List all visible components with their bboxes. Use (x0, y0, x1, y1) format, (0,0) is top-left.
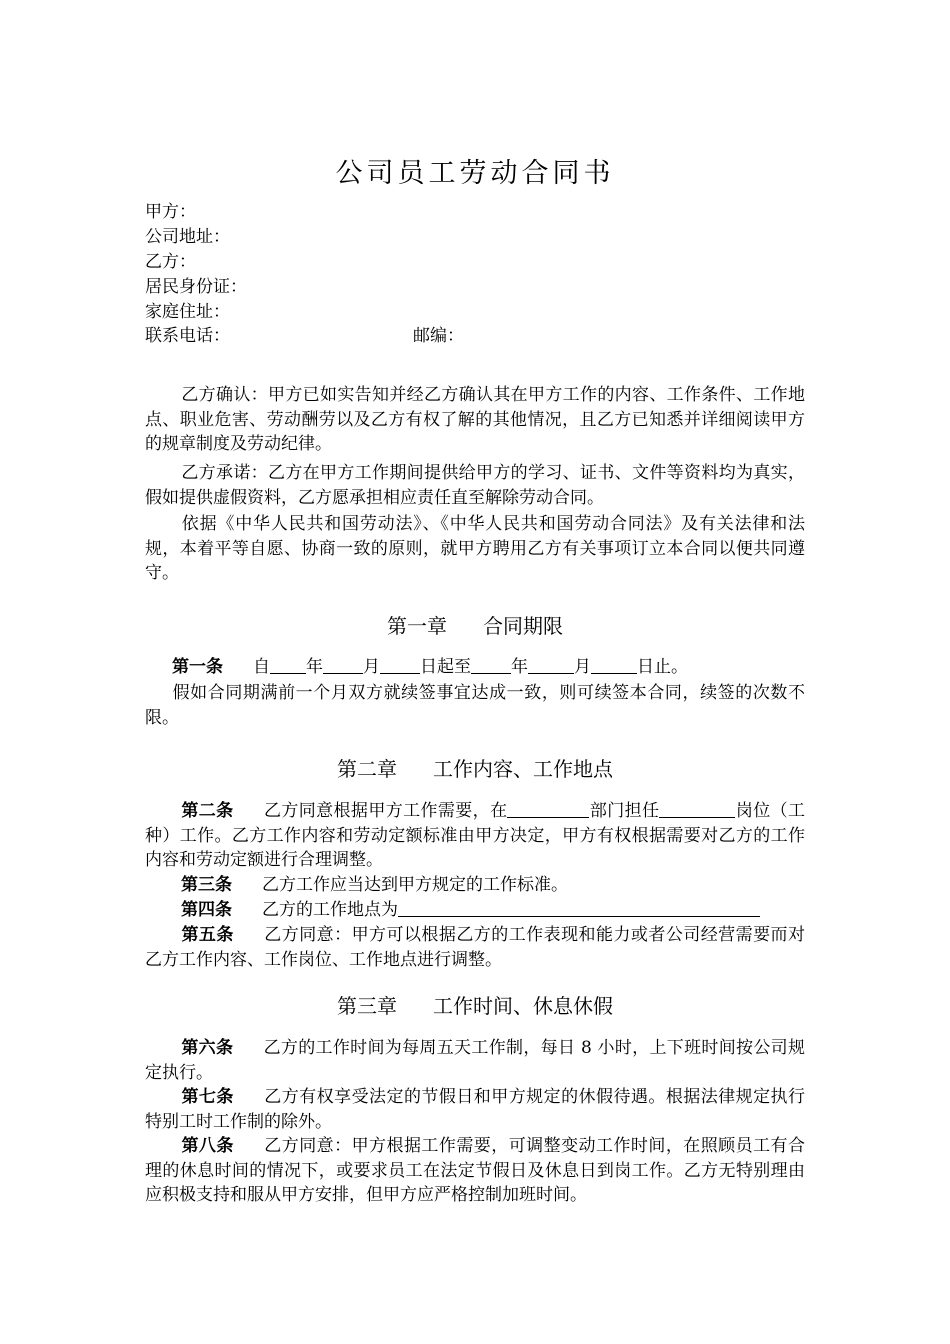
chapter-3-heading: 第三章 工作时间、休息休假 (337, 994, 613, 1018)
article-7: 第七条 乙方有权享受法定的节假日和甲方规定的休假待遇。根据法律规定执行特别工时工作制的除外。 (145, 1087, 806, 1132)
article-7-label: 第七条 (181, 1087, 234, 1107)
phone-field: 联系电话： (145, 326, 230, 346)
article-8-label: 第八条 (181, 1136, 234, 1156)
position-blank (659, 800, 735, 818)
home-address-field: 家庭住址： (145, 302, 230, 322)
party-a-field: 甲方： (145, 202, 196, 222)
article-2-label: 第二条 (181, 801, 234, 821)
article-2: 第二条 乙方同意根据甲方工作需要，在 部门担任 岗位（工种）工作。乙方工作内容和劳动定额标准由甲方决定，甲方有权根据需要对乙方的工作内容和劳动定额进行合理调整。 (145, 801, 806, 870)
article-4: 第四条 乙方的工作地点为 (181, 898, 760, 922)
article-6-label: 第六条 (181, 1038, 234, 1058)
article-1: 第一条 自 年 月 日起至 年 月 日止。 (172, 657, 688, 677)
intro-promise: 乙方承诺：乙方在甲方工作期间提供给甲方的学习、证书、文件等资料均为真实，假如提供虚假资料，乙方愿承担相应责任直至解除劳动合同。 (145, 463, 805, 508)
start-day-blank (380, 656, 420, 674)
end-year-blank (471, 656, 511, 674)
article-3: 第三条 乙方工作应当达到甲方规定的工作标准。 (181, 875, 568, 895)
article-6: 第六条 乙方的工作时间为每周五天工作制，每日 8 小时，上下班时间按公司规定执行。 (145, 1038, 805, 1083)
id-card-field: 居民身份证： (145, 277, 247, 297)
chapter-1-heading: 第一章 合同期限 (387, 614, 563, 638)
document-title: 公司员工劳动合同书 (335, 158, 615, 189)
start-year-blank (270, 656, 306, 674)
intro-basis: 依据《中华人民共和国劳动法》、《中华人民共和国劳动合同法》及有关法律和法规，本着平等自愿、协商一致的原则，就甲方聘用乙方有关事项订立本合同以便共同遵守。 (145, 514, 805, 583)
end-month-blank (528, 656, 574, 674)
article-8: 第八条 乙方同意：甲方根据工作需要，可调整变动工作时间，在照顾员工有合理的休息时间的情况下，或要求员工在法定节假日及休息日到岗工作。乙方无特别理由应积极支持和服从甲方安排，但甲方应严格控制加班时间。 (145, 1136, 806, 1205)
article-1-label: 第一条 (172, 657, 223, 677)
company-address-field: 公司地址： (145, 227, 230, 247)
article-5-label: 第五条 (181, 925, 234, 945)
article-5: 第五条 乙方同意：甲方可以根据乙方的工作表现和能力或者公司经营需要而对乙方工作内容、工作岗位、工作地点进行调整。 (145, 925, 806, 970)
end-day-blank (591, 656, 637, 674)
article-4-label: 第四条 (181, 900, 232, 920)
article-3-label: 第三条 (181, 875, 232, 895)
start-month-blank (323, 656, 363, 674)
intro-confirm: 乙方确认：甲方已如实告知并经乙方确认其在甲方工作的内容、工作条件、工作地点、职业危害、劳动酬劳以及乙方有权了解的其他情况，且乙方已知悉并详细阅读甲方的规章制度及劳动纪律。 (145, 385, 805, 454)
chapter-2-heading: 第二章 工作内容、工作地点 (337, 757, 613, 781)
work-location-blank (398, 899, 760, 917)
postcode-field: 邮编： (413, 326, 464, 346)
party-b-field: 乙方： (145, 252, 196, 272)
department-blank (507, 800, 589, 818)
article-1-renewal: 假如合同期满前一个月双方就续签事宜达成一致，则可续签本合同，续签的次数不限。 (145, 683, 805, 728)
